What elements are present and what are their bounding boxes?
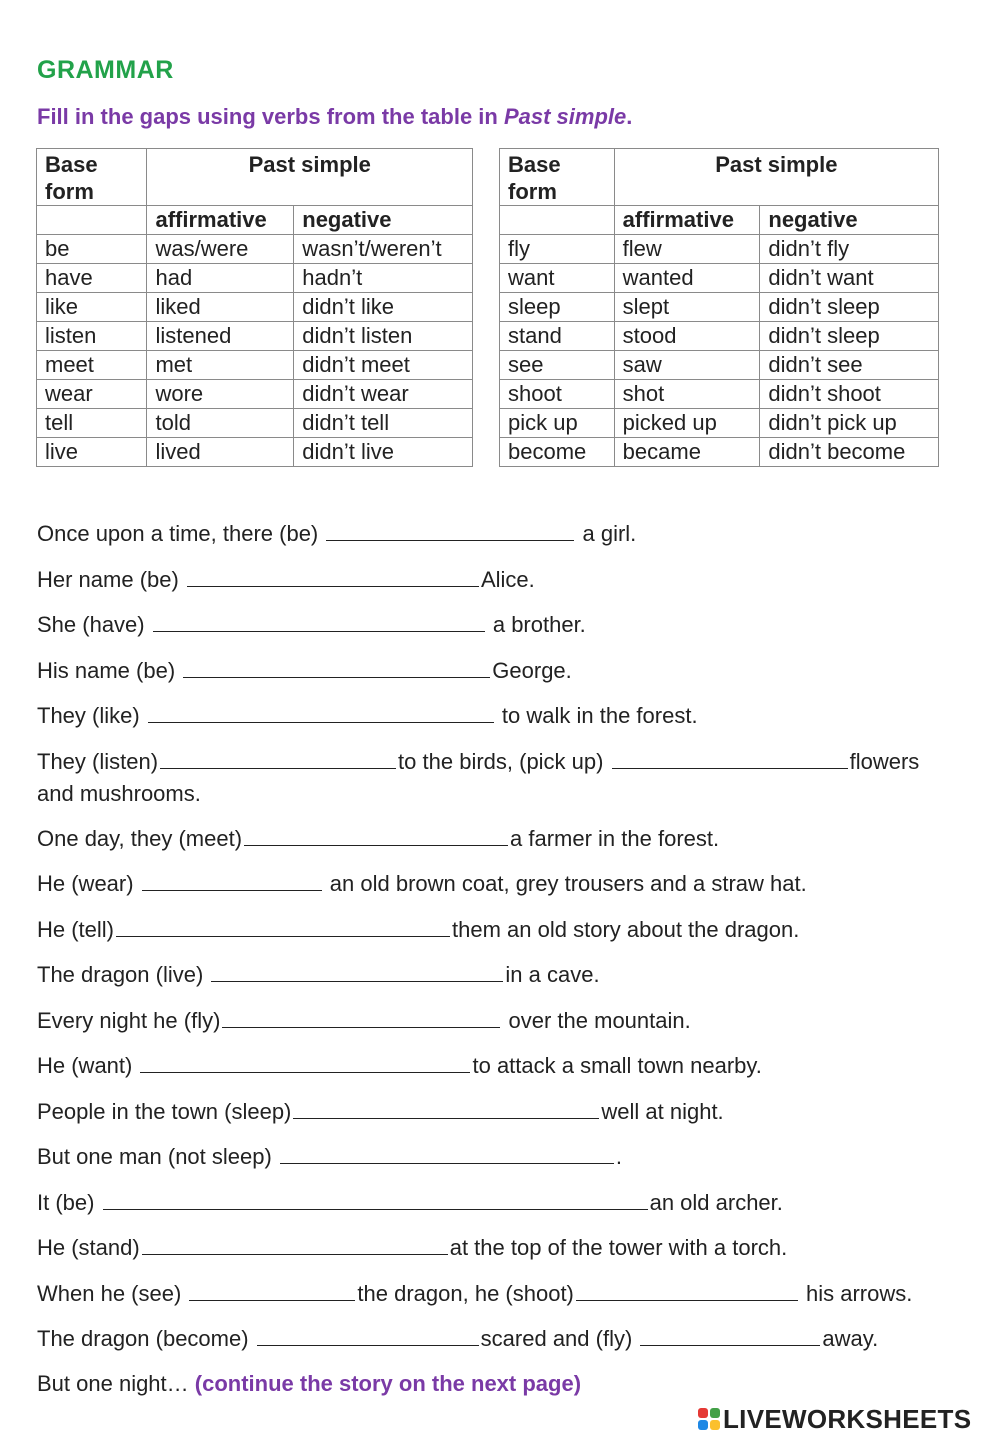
affirmative-cell: saw <box>614 351 760 380</box>
sentence-text: . <box>615 1144 623 1169</box>
exercise-sentence <box>37 1007 691 1034</box>
base-form-cell: meet <box>37 351 147 380</box>
sentence-text: Every night he (fly) <box>37 1008 221 1033</box>
verb-row <box>500 264 939 293</box>
verb-row <box>500 380 939 409</box>
sentence-text: It (be) <box>37 1190 101 1215</box>
exercise-sentence <box>37 1052 762 1079</box>
sentence-text: He (stand) <box>37 1235 140 1260</box>
answer-gap[interactable] <box>153 611 485 632</box>
sentence-text: But one man (not sleep) <box>37 1144 278 1169</box>
negative-cell: didn’t listen <box>294 322 473 351</box>
sentence-text: over the mountain. <box>502 1008 691 1033</box>
exercise-sentence <box>37 1189 783 1216</box>
sentence-text: The dragon (become) <box>37 1326 255 1351</box>
verb-row <box>500 322 939 351</box>
base-form-cell: tell <box>37 409 147 438</box>
base-form-cell: wear <box>37 380 147 409</box>
base-form-cell: see <box>500 351 615 380</box>
sentence-text: He (want) <box>37 1053 139 1078</box>
sentence-text: scared and (fly) <box>480 1326 639 1351</box>
sentence-text: a farmer in the forest. <box>510 826 720 851</box>
answer-gap[interactable] <box>244 825 508 846</box>
sentence-text: his arrows. <box>799 1281 913 1306</box>
base-form-cell: like <box>37 293 147 322</box>
affirmative-cell: shot <box>614 380 760 409</box>
base-form-cell: sleep <box>500 293 615 322</box>
exercise-sentence <box>37 1143 622 1170</box>
sentence-text: One day, they (meet) <box>37 826 243 851</box>
verb-row <box>37 409 473 438</box>
verb-row <box>37 380 473 409</box>
verb-row <box>37 438 473 467</box>
verb-row <box>500 438 939 467</box>
base-form-cell: become <box>500 438 615 467</box>
base-form-cell: want <box>500 264 615 293</box>
verb-row <box>37 235 473 264</box>
header-negative: negative <box>294 206 473 235</box>
answer-gap[interactable] <box>257 1325 479 1346</box>
answer-gap[interactable] <box>148 702 494 723</box>
sentence-text: a brother. <box>486 612 586 637</box>
base-form-cell: have <box>37 264 147 293</box>
sentence-text: He (tell) <box>37 917 115 942</box>
affirmative-cell: met <box>147 351 294 380</box>
sentence-text: Once upon a time, there (be) <box>37 521 325 546</box>
sentence-text: the dragon, he (shoot) <box>357 1281 574 1306</box>
sentence-text: They (like) <box>37 703 146 728</box>
verb-row <box>37 293 473 322</box>
negative-cell: didn’t want <box>760 264 939 293</box>
affirmative-cell: listened <box>147 322 294 351</box>
affirmative-cell: stood <box>614 322 760 351</box>
affirmative-cell: had <box>147 264 294 293</box>
verb-row <box>37 264 473 293</box>
affirmative-cell: picked up <box>614 409 760 438</box>
answer-gap[interactable] <box>576 1280 798 1301</box>
logo-icon <box>698 1408 720 1430</box>
logo-text: LIVEWORKSHEETS <box>723 1403 972 1434</box>
affirmative-cell: flew <box>614 235 760 264</box>
exercise-sentence <box>37 1098 724 1125</box>
base-form-cell: pick up <box>500 409 615 438</box>
answer-gap[interactable] <box>326 520 574 541</box>
base-form-cell: live <box>37 438 147 467</box>
affirmative-cell: liked <box>147 293 294 322</box>
affirmative-cell: wanted <box>614 264 760 293</box>
negative-cell: hadn’t <box>294 264 473 293</box>
answer-gap[interactable] <box>293 1098 599 1119</box>
verb-row <box>500 235 939 264</box>
sentence-text: them an old story about the dragon. <box>452 917 800 942</box>
negative-cell: didn’t meet <box>294 351 473 380</box>
base-form-cell: stand <box>500 322 615 351</box>
verb-row <box>500 293 939 322</box>
negative-cell: wasn’t/weren’t <box>294 235 473 264</box>
sentence-text: Alice. <box>480 567 535 592</box>
answer-gap[interactable] <box>142 1234 448 1255</box>
answer-gap[interactable] <box>116 916 450 937</box>
negative-cell: didn’t shoot <box>760 380 939 409</box>
affirmative-cell: was/were <box>147 235 294 264</box>
answer-gap[interactable] <box>142 870 322 891</box>
header-base-form: Base form <box>500 149 615 206</box>
negative-cell: didn’t wear <box>294 380 473 409</box>
verb-row <box>500 409 939 438</box>
instruction: Fill in the gaps using verbs from the table in Past simple. <box>37 104 633 129</box>
header-negative: negative <box>760 206 939 235</box>
negative-cell: didn’t fly <box>760 235 939 264</box>
answer-gap[interactable] <box>612 748 848 769</box>
sentence-text: in a cave. <box>505 962 600 987</box>
exercise-sentence <box>37 961 600 988</box>
verb-row <box>37 322 473 351</box>
sentence-text: George. <box>492 658 572 683</box>
answer-gap[interactable] <box>103 1189 648 1210</box>
base-form-cell: listen <box>37 322 147 351</box>
negative-cell: didn’t tell <box>294 409 473 438</box>
answer-gap[interactable] <box>183 657 490 678</box>
sentence-text: Her name (be) <box>37 567 185 592</box>
answer-gap[interactable] <box>160 748 396 769</box>
sentence-text: People in the town (sleep) <box>37 1099 292 1124</box>
exercise-sentence <box>37 520 636 547</box>
verb-table-left <box>36 148 473 467</box>
sentence-text: They (listen) <box>37 749 159 774</box>
header-past-simple: Past simple <box>147 149 473 206</box>
sentence-continuation: and mushrooms. <box>37 781 201 806</box>
sentence-text: But one night… <box>37 1371 195 1396</box>
negative-cell: didn’t live <box>294 438 473 467</box>
exercise-sentence <box>37 1234 787 1261</box>
logo-square <box>698 1408 708 1418</box>
continue-note: (continue the story on the next page) <box>194 1371 582 1396</box>
exercise-sentence <box>37 1325 878 1352</box>
negative-cell: didn’t become <box>760 438 939 467</box>
sentence-text: well at night. <box>601 1099 724 1124</box>
sentence-text: at the top of the tower with a torch. <box>449 1235 788 1260</box>
exercise-sentence <box>37 702 698 729</box>
verb-table-right <box>499 148 939 467</box>
negative-cell: didn’t see <box>760 351 939 380</box>
header-past-simple: Past simple <box>614 149 938 206</box>
affirmative-cell: became <box>614 438 760 467</box>
header-affirmative: affirmative <box>614 206 760 235</box>
sentence-text: to the birds, (pick up) <box>398 749 610 774</box>
base-form-cell: be <box>37 235 147 264</box>
exercise-sentence <box>37 870 807 897</box>
sentence-text: When he (see) <box>37 1281 188 1306</box>
exercise-sentence <box>37 825 719 852</box>
exercise-sentence <box>37 1371 581 1397</box>
negative-cell: didn’t like <box>294 293 473 322</box>
exercise-sentence <box>37 748 919 807</box>
header-empty <box>500 206 615 235</box>
sentence-text: His name (be) <box>37 658 182 683</box>
negative-cell: didn’t sleep <box>760 322 939 351</box>
exercise-sentence <box>37 1280 912 1307</box>
answer-gap[interactable] <box>211 961 503 982</box>
sentence-text: a girl. <box>576 521 637 546</box>
negative-cell: didn’t sleep <box>760 293 939 322</box>
negative-cell: didn’t pick up <box>760 409 939 438</box>
answer-gap[interactable] <box>189 1280 355 1301</box>
verb-row <box>500 351 939 380</box>
sentence-text: away. <box>822 1326 879 1351</box>
header-affirmative: affirmative <box>147 206 294 235</box>
sentence-text: to attack a small town nearby. <box>472 1053 762 1078</box>
sentence-text: an old brown coat, grey trousers and a straw hat. <box>323 871 807 896</box>
logo-square <box>710 1408 720 1418</box>
worksheet-heading: GRAMMAR <box>37 56 174 84</box>
sentence-text: flowers <box>849 749 920 774</box>
affirmative-cell: told <box>147 409 294 438</box>
answer-gap[interactable] <box>187 566 479 587</box>
answer-gap[interactable] <box>140 1052 470 1073</box>
liveworksheets-logo <box>698 1404 971 1434</box>
base-form-cell: shoot <box>500 380 615 409</box>
logo-square <box>698 1420 708 1430</box>
affirmative-cell: slept <box>614 293 760 322</box>
sentence-text: an old archer. <box>649 1190 783 1215</box>
affirmative-cell: lived <box>147 438 294 467</box>
answer-gap[interactable] <box>640 1325 820 1346</box>
exercise-sentence <box>37 566 535 593</box>
exercise-sentence <box>37 916 799 943</box>
base-form-cell: fly <box>500 235 615 264</box>
exercise-sentence <box>37 611 586 638</box>
sentence-text: He (wear) <box>37 871 140 896</box>
answer-gap[interactable] <box>280 1143 614 1164</box>
answer-gap[interactable] <box>222 1007 500 1028</box>
sentence-text: She (have) <box>37 612 151 637</box>
sentence-text: The dragon (live) <box>37 962 210 987</box>
affirmative-cell: wore <box>147 380 294 409</box>
sentence-text: to walk in the forest. <box>495 703 698 728</box>
header-empty <box>37 206 147 235</box>
logo-square <box>710 1420 720 1430</box>
verb-row <box>37 351 473 380</box>
exercise-sentence <box>37 657 572 684</box>
header-base-form: Base form <box>37 149 147 206</box>
